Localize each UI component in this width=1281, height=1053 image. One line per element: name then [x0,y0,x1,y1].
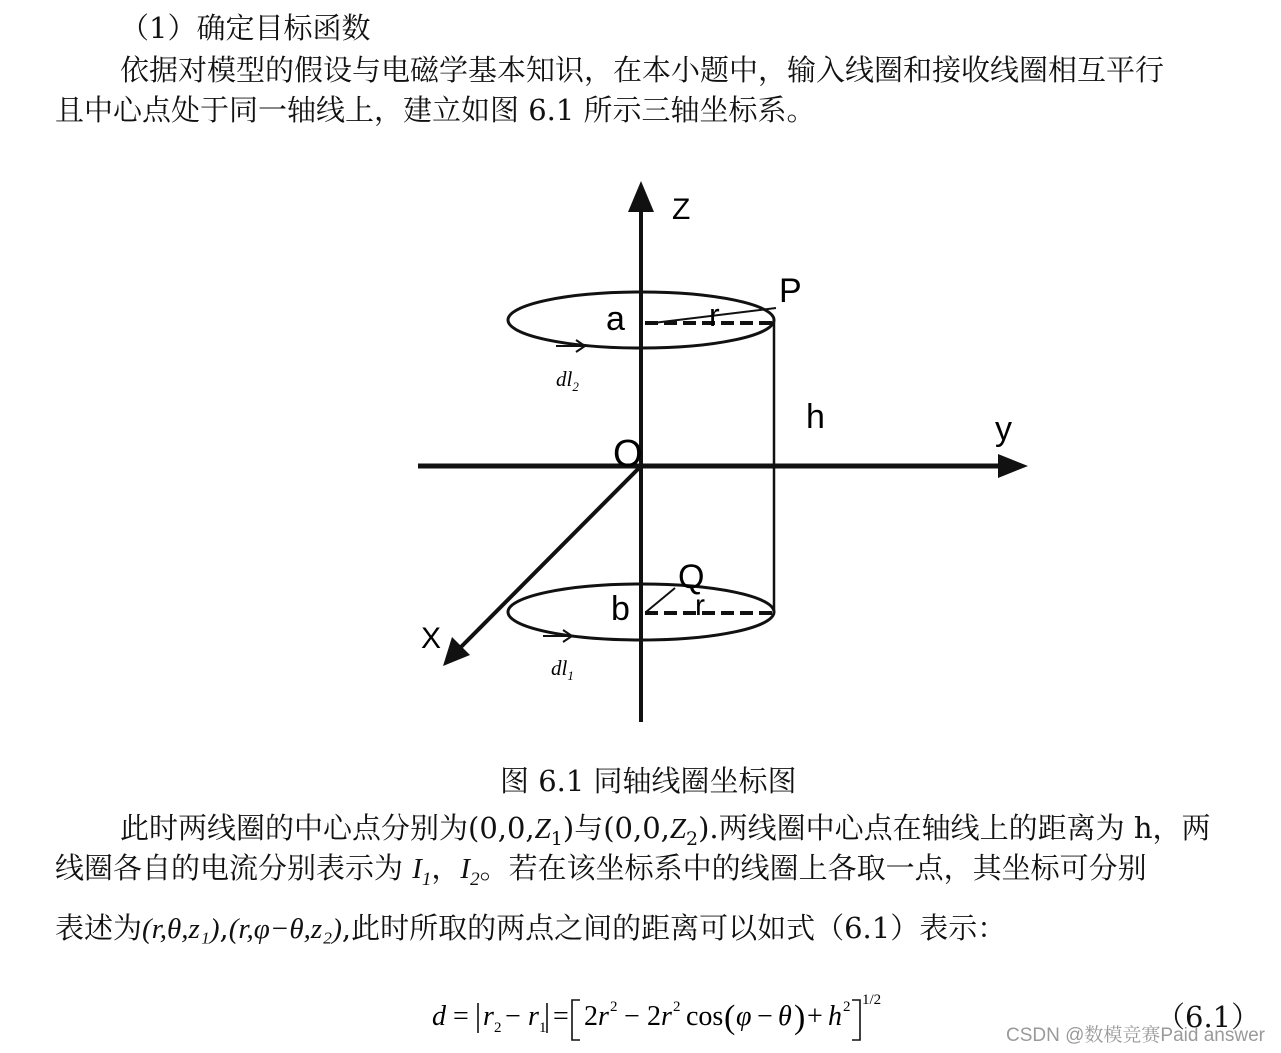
svg-text:r: r [483,1001,494,1032]
paragraph-1-line-2: 且中心点处于同一轴线上，建立如图 6.1 所示三轴坐标系。 [55,93,816,127]
svg-text:cos: cos [686,1001,724,1032]
svg-text:2: 2 [647,1001,661,1032]
svg-text:θ: θ [778,1001,792,1032]
current-i2: I [460,853,471,885]
distance-equation [432,992,881,1040]
svg-text:1: 1 [539,1020,547,1036]
svg-text:r: r [528,1001,539,1032]
bottom-radius-line [646,588,675,612]
center-a-label: a [606,300,625,338]
dl1-label: $dl_1$ [551,656,574,683]
svg-text:): ) [794,999,806,1036]
svg-text:−: − [505,1001,521,1032]
equation-number: （6.1） [1156,1000,1261,1034]
p2-z1-sub: 1 [550,827,563,850]
figure-caption: 图 6.1 同轴线圈坐标图 [500,764,797,798]
svg-text:h: h [828,1001,842,1032]
svg-text:φ: φ [736,1001,752,1032]
svg-text:2: 2 [584,1001,598,1032]
svg-text:2: 2 [673,999,681,1015]
y-axis-label: y [995,410,1012,448]
point-q-label: Q [678,558,705,596]
paragraph-2-line-3: 表述为(r,θ,z₁),(r,φ−θ,z₂),此时所取的两点之间的距离可以如式（6.1）表示： [55,911,1007,945]
svg-text:d: d [432,1001,446,1032]
svg-text:(: ( [724,999,736,1036]
svg-text:2: 2 [843,999,851,1015]
coordinate-2: (r,φ−θ,z₂) [228,913,342,945]
y-axis-arrow [998,454,1028,478]
z-axis-label: Z [672,193,691,226]
csdn-watermark: CSDN @数模竞赛Paid answer [1006,1025,1265,1046]
p2-l2-text-a: 线圈各自的电流分别表示为 [55,851,413,885]
p2-l2-text-c: 。若在该坐标系中的线圈上各取一点，其坐标可分别 [479,851,1147,885]
svg-text:−: − [624,1001,640,1032]
section-heading: （1）确定目标函数 [120,11,371,45]
height-label: h [806,398,825,436]
p2-l3-text-a: 表述为 [55,911,143,945]
p2-text-c: ).两线圈中心点在轴线上的距离为 h，两 [698,811,1211,845]
current-i1: I [412,853,422,885]
z-axis-arrow [628,181,654,212]
svg-text:2: 2 [494,1020,502,1036]
p2-text-a: 此时两线圈的中心点分别为(0,0, [120,811,535,845]
svg-text:2: 2 [610,999,618,1015]
current-i2-sub: 2 [470,868,480,890]
p2-l3-text-b: ,此时所取的两点之间的距离可以如式（6.1）表示： [341,911,1007,945]
current-i1-sub: 1 [421,868,432,890]
svg-text:=: = [553,1001,569,1032]
paragraph-2-line-2 [55,848,1147,900]
svg-text:r: r [661,1001,672,1032]
svg-text:1/2: 1/2 [862,992,882,1008]
radius-top-label: r [709,297,720,333]
paragraph-1-line-1: 依据对模型的假设与电磁学基本知识，在本小题中，输入线圈和接收线圈相互平行 [120,53,1165,87]
p2-l2-text-b: ， [431,851,461,885]
svg-text:−: − [757,1001,773,1032]
origin-label: O [613,433,643,475]
dl2-label: $dl_2$ [556,367,579,394]
p2-z2-sub: 2 [686,827,699,850]
p2-z2: Z [669,813,686,845]
svg-text:r: r [598,1001,609,1032]
svg-text:+: + [807,1001,823,1032]
coordinate-1: (r,θ,z₁) [142,913,220,945]
svg-text:=: = [453,1001,469,1032]
p2-text-b: )与(0,0, [562,811,670,845]
point-p-label: P [779,272,802,310]
center-b-label: b [611,590,630,628]
x-axis-label: X [421,622,442,655]
p2-z1: Z [534,813,551,845]
radius-bottom-label: r [695,589,705,622]
